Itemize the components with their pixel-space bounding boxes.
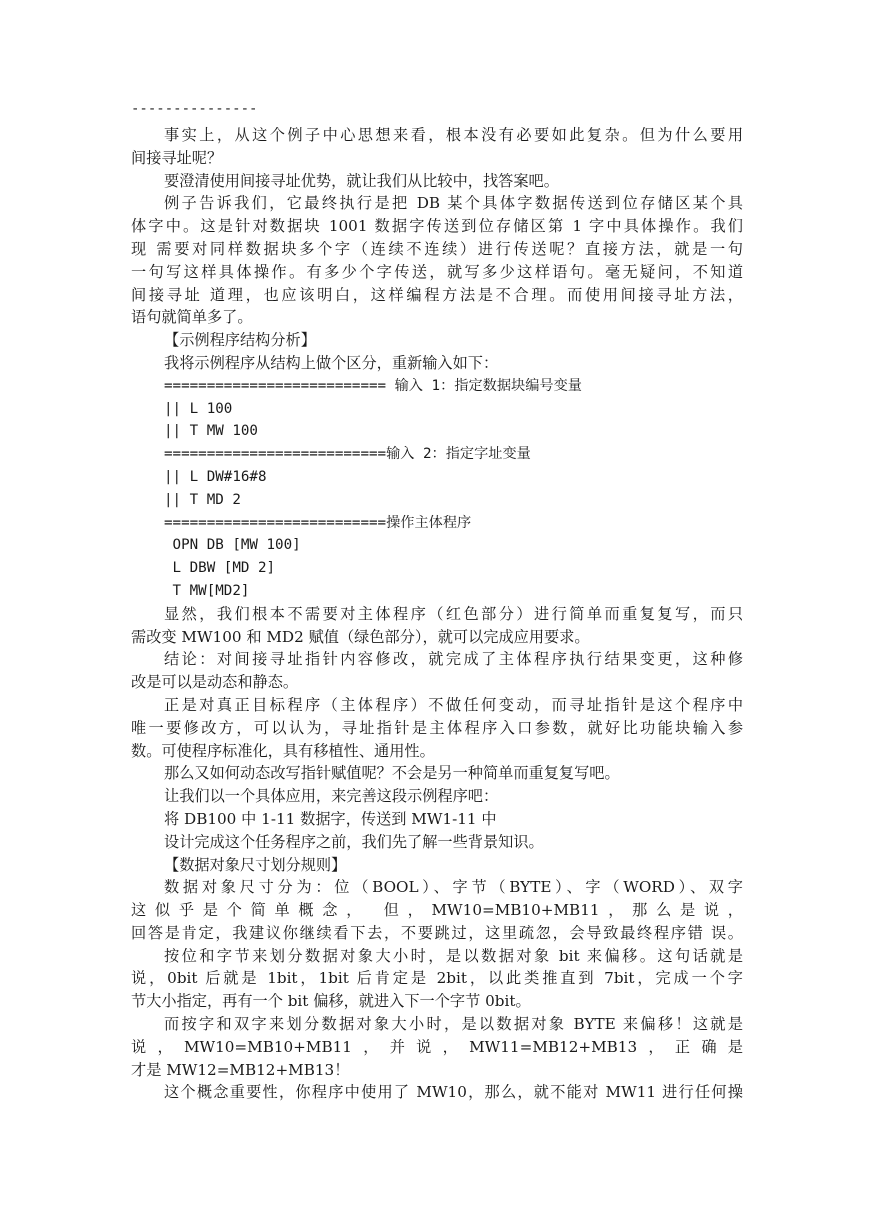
text-line: 例子告诉我们，它最终执行是把 DB 某个具体字数据传送到位存储区某个具 [164, 194, 743, 213]
text-line: 一句写这样具体操作。有多少个字传送，就写多少这样语句。毫无疑问，不知道 [131, 262, 743, 281]
text-line: 数据对象尺寸分为：位（BOOL）、字节（BYTE）、字（WORD）、双字 [164, 878, 743, 897]
text-line: 需改变 MW100 和 MD2 赋值（绿色部分），就可以完成应用要求。 [131, 627, 590, 646]
code-line: || L 100 [164, 400, 233, 417]
text-line: 间接寻址呢？ [131, 148, 223, 167]
text-line: 改是可以是动态和静态。 [131, 673, 299, 692]
code-line: OPN DB [MW 100] [164, 537, 301, 554]
text-line: 现 需要对同样数据块多个字（连续不连续）进行传送呢？直接方法，就是一句 [131, 239, 743, 258]
text-line: 结论：对间接寻址指针内容修改，就完成了主体程序执行结果变更，这种修 [164, 650, 743, 669]
text-line: 唯一要修改方，可以认为，寻址指针是主体程序入口参数，就好比功能块输入参 [131, 718, 743, 737]
text-line: 那么又如何动态改写指针赋值呢？不会是另一种简单而重复复写吧。 [164, 764, 620, 783]
text-line: 回答是肯定，我建议你继续看下去，不要跳过，这里疏忽，会导致最终程序错 误。 [131, 923, 743, 942]
text-line: 让我们以一个具体应用，来完善这段示例程序吧： [164, 787, 499, 806]
text-line: 这个概念重要性，你程序中使用了 MW10，那么，就不能对 MW11 进行任何操 [164, 1083, 743, 1102]
code-line: || L DW#16#8 [164, 468, 267, 485]
code-line: || T MD 2 [164, 491, 241, 508]
code-line: || T MW 100 [164, 423, 258, 440]
top-rule: --------------- [131, 101, 258, 117]
text-line: 语句就简单多了。 [131, 308, 253, 327]
text-line: 数。可使程序标准化，具有移植性、通用性。 [131, 741, 435, 760]
text-line: 而按字和双字来划分数据对象大小时，是以数据对象 BYTE 来偏移！这就是 [164, 1015, 743, 1034]
text-line: 节大小指定，再有一个 bit 偏移，就进入下一个字节 0bit。 [131, 992, 531, 1011]
code-line: L DBW [MD 2] [164, 560, 276, 577]
text-line: 将 DB100 中 1-11 数据字，传送到 MW1-11 中 [164, 809, 497, 828]
text-line: 设计完成这个任务程序之前，我们先了解一些背景知识。 [164, 832, 544, 851]
text-line: 间接寻址 道理，也应该明白，这样编程方法是不合理。而使用间接寻址方法， [131, 285, 743, 304]
code-line: T MW[MD2] [164, 582, 250, 599]
text-line: 我将示例程序从结构上做个区分，重新输入如下： [164, 353, 499, 372]
document-body [131, 124, 743, 1104]
text-line: 才是 MW12=MB12+MB13！ [131, 1060, 350, 1079]
text-line: 显然，我们根本不需要对主体程序（红色部分）进行简单而重复复写，而只 [164, 604, 743, 623]
text-line: 【数据对象尺寸划分规则】 [164, 855, 347, 874]
text-line: 按位和字节来划分数据对象大小时，是以数据对象 bit 来偏移。这句话就是 [164, 946, 743, 965]
text-line: 【示例程序结构分析】 [164, 331, 316, 350]
text-line: 事实上，从这个例子中心思想来看，根本没有必要如此复杂。但为什么要用 [164, 126, 743, 144]
text-line: 要澄清使用间接寻址优势，就让我们从比较中，找答案吧。 [164, 171, 559, 190]
code-line: ==========================输入 2：指定字址变量 [164, 446, 531, 463]
text-line: 说，MW10=MB10+MB11，并说，MW11=MB12+MB13，正确是 [131, 1037, 743, 1056]
code-line: ========================== 输入 1：指定数据块编号变量 [164, 377, 582, 394]
text-line: 体字中。这是针对数据块 1001 数据字传送到位存储区第 1 字中具体操作。我们 [131, 217, 743, 236]
text-line: 说，0bit 后就是 1bit，1bit 后肯定是 2bit，以此类推直到 7bit，完成一个字 [131, 969, 743, 988]
text-line: 这似乎是个简单概念， 但，MW10=MB10+MB11，那么是说， [131, 901, 743, 920]
code-line: ==========================操作主体程序 [164, 514, 472, 531]
text-line: 正是对真正目标程序（主体程序）不做任何变动，而寻址指针是这个程序中 [164, 695, 743, 714]
